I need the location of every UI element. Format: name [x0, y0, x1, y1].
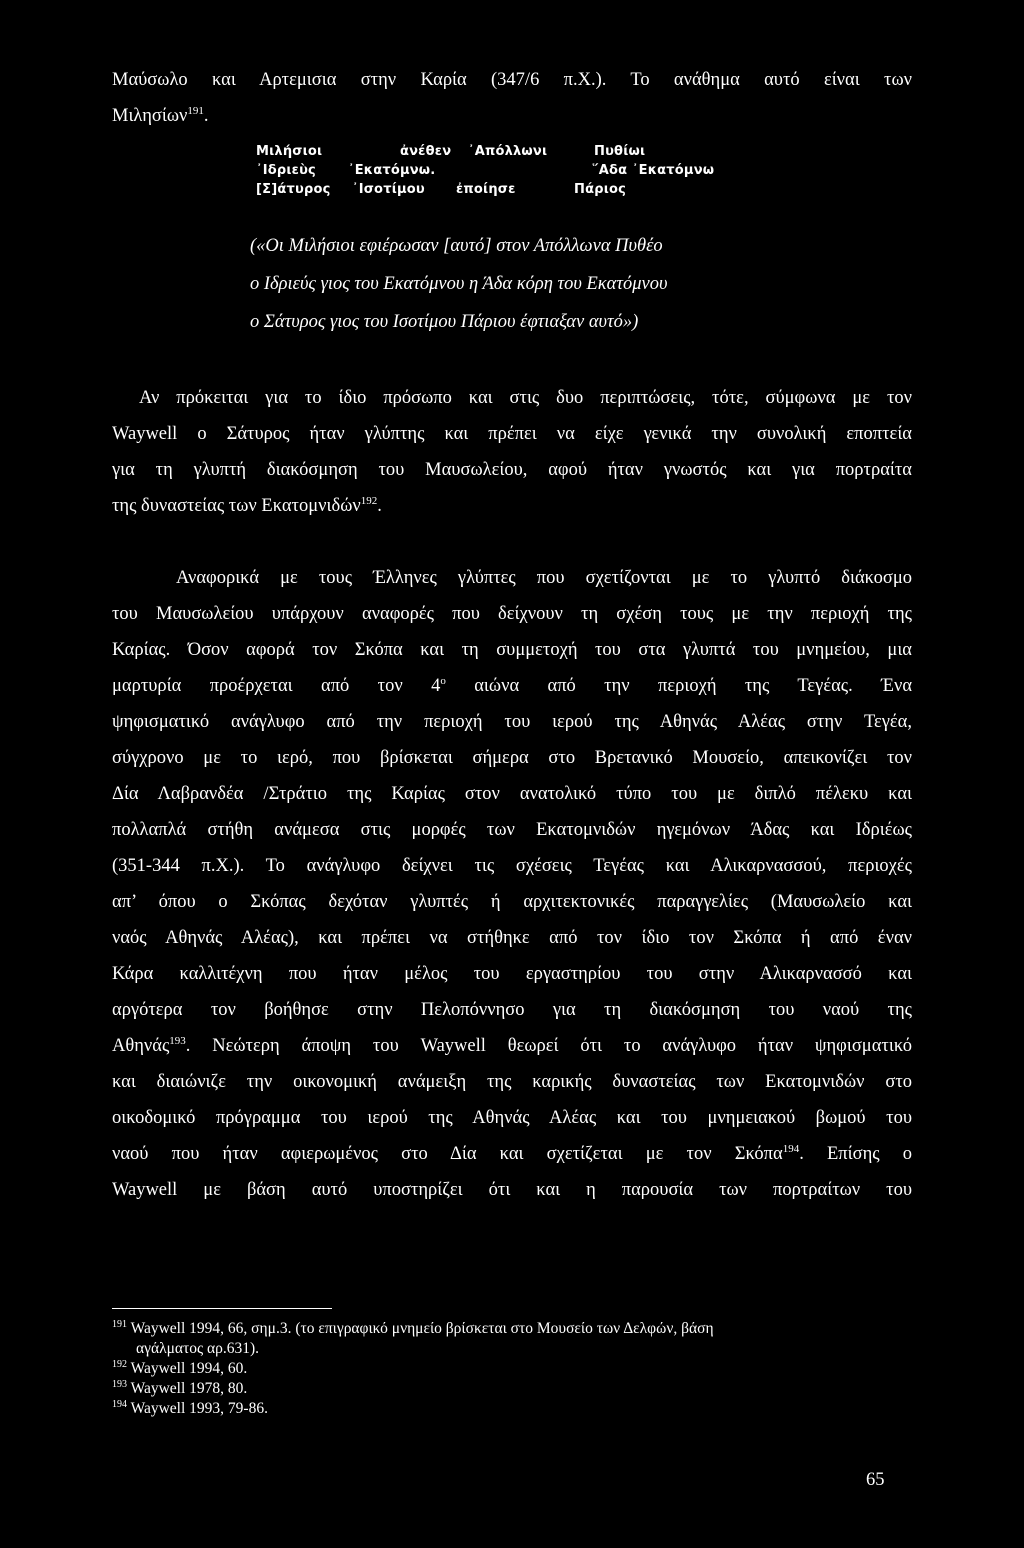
para2-line: σύγχρονο με το ιερό, που βρίσκεται σήμερα στο Βρετανικό Μουσείο, απεικονίζει τον [112, 748, 912, 768]
intro-line-1: Μαύσωλο και Αρτεμισια στην Καρία (347/6 π.Χ.). Το ανάθημα αυτό είναι των [112, 70, 912, 90]
footnote-194: $^{194}$ Waywell 1993, 79-86. [112, 1399, 268, 1417]
footnote-191: $^{191}$ Waywell 1994, 66, σημ.3. (το επιγραφικό μνημείο βρίσκεται στο Μουσείο των Δελφών, βάση [112, 1319, 714, 1337]
para2-line: πολλαπλά στήθη ανάμεσα στις μορφές των Εκατομνιδών ηγεμόνων Άδας και Ιδριέως [112, 820, 912, 840]
footnote-192: $^{192}$ Waywell 1994, 60. [112, 1359, 248, 1377]
inscription-word: ᾽Ιδριεὺς [256, 163, 316, 178]
footnote-ref-191[interactable]: 191 [187, 105, 204, 117]
para2-line: Αναφορικά με τους Έλληνες γλύπτες που σχετίζονται με το γλυπτό διάκοσμο [176, 568, 912, 588]
para2-line: του Μαυσωλείου υπάρχουν αναφορές που δείχνουν τη σχέση τους με την περιοχή της [112, 604, 912, 624]
para2-line: και διαιώνιζε την οικονομική ανάμειξη της καρικής δυναστείας των Εκατομνιδών στο [112, 1072, 912, 1092]
para2-line: Δία Λαβρανδέα /Στράτιο της Καρίας στον ανατολικό τύπο του με διπλό πέλεκυ και [112, 784, 912, 804]
para2-line: ναός Αθηνάς Αλέας), και πρέπει να στήθηκε από τον ίδιο τον Σκόπα ή από έναν [112, 928, 912, 948]
para1-last-line: της δυναστείας των Εκατομνιδών$^{192}$. [112, 495, 382, 516]
inscription-word: [Σ]άτυρος [256, 182, 331, 197]
inscription-word: Μιλήσιοι [256, 144, 323, 159]
translation-line: («Οι Μιλήσιοι εφιέρωσαν [αυτό] στον Απόλλωνα Πυθέο [250, 236, 663, 256]
footnote-ref-192[interactable]: 192 [360, 495, 378, 507]
inscription-word: ἀνέθεν [400, 144, 452, 159]
intro-line-2: Μιλησίων$^{191}$. [112, 105, 209, 126]
footnote-193: $^{193}$ Waywell 1978, 80. [112, 1379, 248, 1397]
para1-line: για τη γλυπτή διακόσμηση του Μαυσωλείου, αφού ήταν γνωστός και για πορτραίτα [112, 460, 912, 480]
inscription-word: Πάριος [574, 182, 627, 197]
para2-line: (351-344 π.Χ.). Το ανάγλυφο δείχνει τις σχέσεις Τεγέας και Αλικαρνασσού, περιοχές [112, 856, 912, 876]
inscription-word: ᾽Ισοτίμου [352, 182, 425, 197]
translation-line: ο Ιδριεύς γιος του Εκατόμνου η Άδα κόρη του Εκατόμνου [250, 274, 668, 294]
para2-line: οικοδομικό πρόγραμμα του ιερού της Αθηνάς Αλέας και του μνημειακού βωμού του [112, 1108, 912, 1128]
para2-line: Αθηνάς$^{193}$. Νεώτερη άποψη του Waywell θεωρεί ότι το ανάγλυφο ήταν ψηφισματικό [112, 1035, 912, 1056]
para2-line: Κάρα καλλιτέχνη που ήταν μέλος του εργαστηρίου του στην Αλικαρνασσό και [112, 964, 912, 984]
footnote-ref-193[interactable]: 193 [169, 1035, 186, 1047]
translation-line: ο Σάτυρος γιος του Ισοτίμου Πάριου έφτιαξαν αυτό») [250, 312, 639, 332]
para2-line: Καρίας. Όσον αφορά τον Σκόπα και τη συμμετοχή του στα γλυπτά του μνημείου, μια [112, 640, 912, 660]
para2-line: ναού που ήταν αφιερωμένος στο Δία και σχετίζεται με τον Σκόπα$^{194}$. Επίσης ο [112, 1143, 912, 1164]
footnote-divider [112, 1308, 332, 1309]
para1-line: Waywell ο Σάτυρος ήταν γλύπτης και πρέπει να είχε γενικά την συνολική εποπτεία [112, 424, 912, 444]
para2-line: Waywell με βάση αυτό υποστηρίζει ότι και η παρουσία των πορτραίτων του [112, 1180, 912, 1200]
para1-line: Αν πρόκειται για το ίδιο πρόσωπο και στις δυο περιπτώσεις, τότε, σύμφωνα με τον [139, 388, 912, 408]
para2-line: ψηφισματικό ανάγλυφο από την περιοχή του ιερού της Αθηνάς Αλέας στην Τεγέα, [112, 712, 912, 732]
inscription-word: Πυθίωι [594, 144, 646, 159]
inscription-word: ᾽Εκατόμνω. [348, 163, 436, 178]
footnote-191-cont: αγάλματος αρ.631). [136, 1340, 260, 1357]
para2-line: αργότερα τον βοήθησε στην Πελοπόννησο για τη διακόσμηση του ναού της [112, 1000, 912, 1020]
inscription-word: ἐποίησε [456, 182, 516, 197]
page-number: 65 [866, 1470, 885, 1490]
inscription-word: ῞Αδα ᾽Εκατόμνω [592, 163, 715, 178]
inscription-word: ᾽Απόλλωνι [468, 144, 548, 159]
para2-line: απ’ όπου ο Σκόπας δεχόταν γλυπτές ή αρχιτεκτονικές παραγγελίες (Μαυσωλείο και [112, 892, 912, 912]
para2-line: μαρτυρία προέρχεται από τον $4^o$ αιώνα από την περιοχή της Τεγέας. Ένα [112, 675, 913, 696]
footnote-ref-194[interactable]: 194 [782, 1143, 800, 1155]
